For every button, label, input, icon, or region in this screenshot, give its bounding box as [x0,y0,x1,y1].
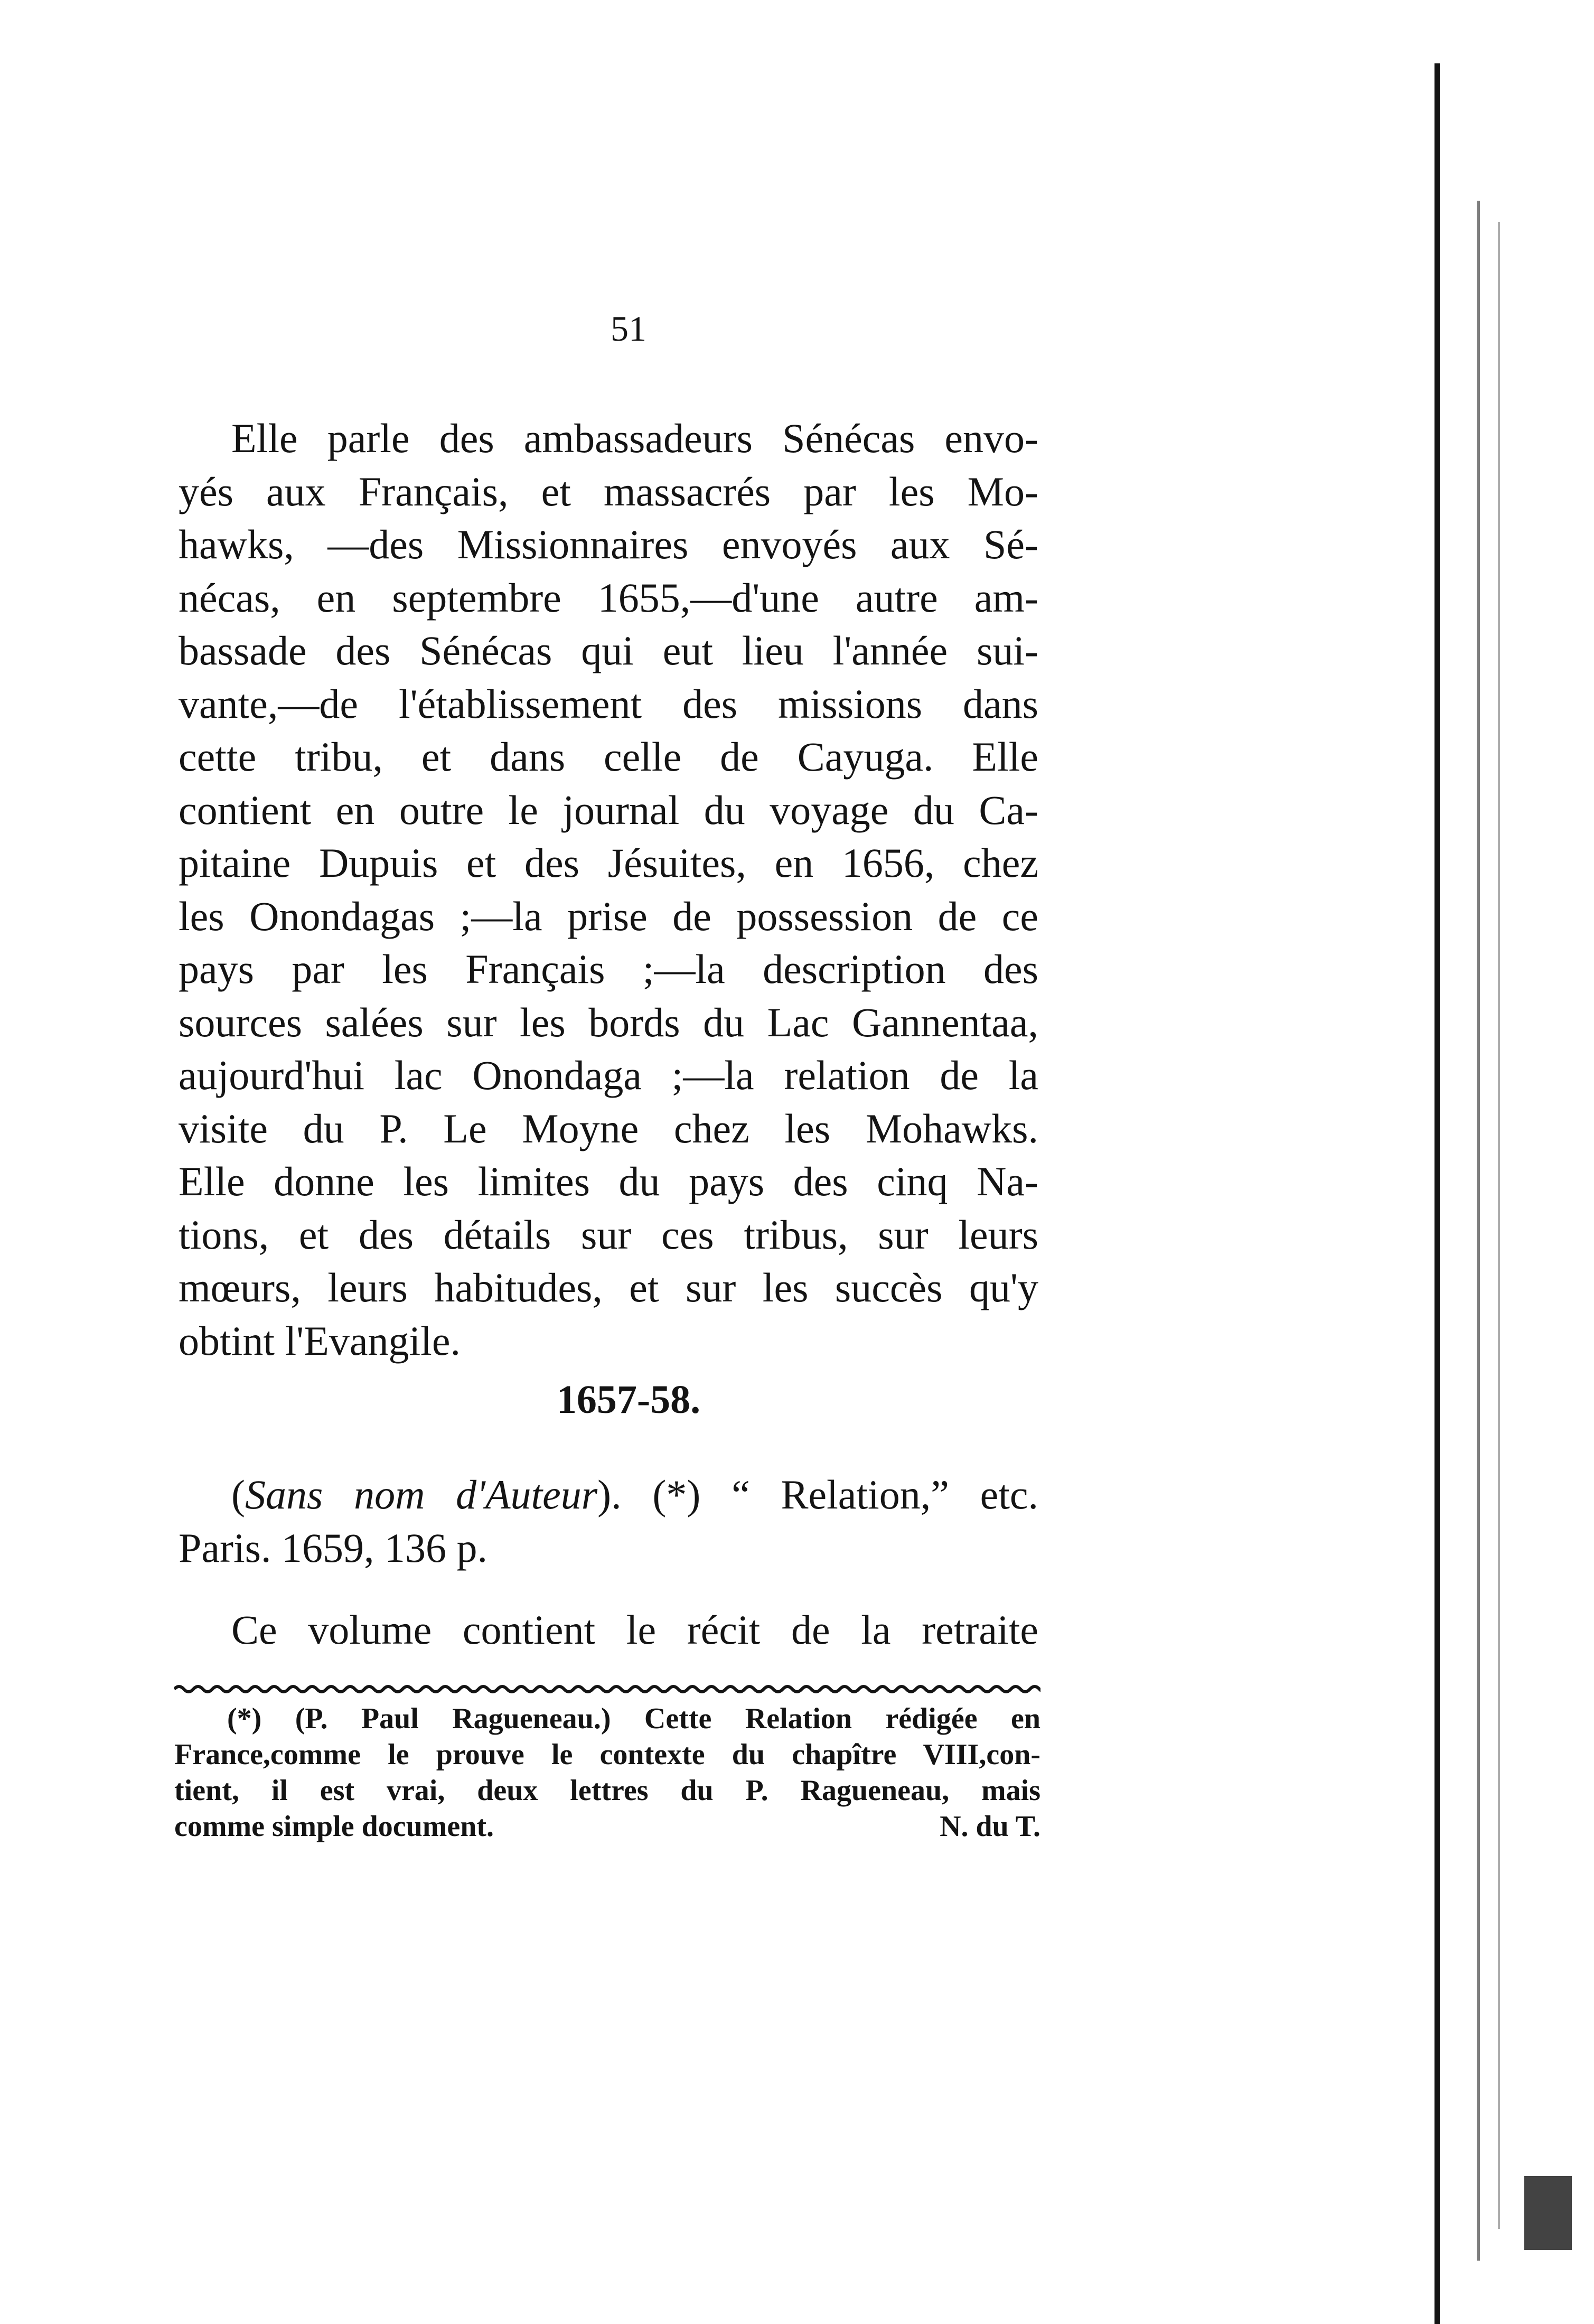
paragraph-1-line: pitaine Dupuis et des Jésuites, en 1656, chez [179,840,1038,886]
footnote-line-2: France,comme le prouve le contexte du chapître VIII,con- [174,1738,1040,1771]
paragraph-1-line: tions, et des détails sur ces tribus, sur leurs [179,1211,1038,1258]
citation-author: Sans nom d'Auteur [245,1472,598,1517]
footnote-line-1: (*) (P. Paul Ragueneau.) Cette Relation rédigée en [227,1702,1040,1735]
paragraph-1-line: les Onondagas ;—la prise de possession de ce [179,893,1038,939]
paragraph-1-line: vante,—de l'établissement des missions dans [179,680,1038,727]
paragraph-1-line: Elle donne les limites du pays des cinq Na- [179,1158,1038,1204]
citation [179,1468,1038,1575]
footnote-last-left: comme simple document. [174,1810,494,1843]
paragraph-1-line: Elle parle des ambassadeurs Sénécas envo- [231,415,1038,461]
footnote-line-4 [174,1808,1040,1844]
binding-edge [1419,63,1577,2324]
citation-author-open: ( [231,1472,245,1517]
citation-title: “ Relation,” etc. [732,1472,1039,1517]
paragraph-1-line: sources salées sur les bords du Lac Gannentaa, [179,999,1038,1045]
paragraph-1-line: cette tribu, et dans celle de Cayuga. Elle [179,734,1038,780]
citation-note-marker: (*) [652,1472,701,1517]
footnote [174,1701,1040,1844]
wavy-rule [174,1678,1040,1699]
footnote-signature: N. du T. [940,1810,1040,1843]
citation-author-close: ). [597,1472,622,1517]
page-number: 51 [611,308,646,349]
paragraph-1-line: visite du P. Le Moyne chez les Mohawks. [179,1105,1038,1151]
paragraph-1-line: pays par les Français ;—la description des [179,946,1038,992]
paragraph-1-line: contient en outre le journal du voyage du Ca- [179,786,1038,833]
paragraph-1-line: yés aux Français, et massacrés par les Mo- [179,468,1038,514]
paragraph-1-line: bassade des Sénécas qui eut lieu l'année sui- [179,627,1038,673]
paragraph-1-line: nécas, en septembre 1655,—d'une autre am- [179,574,1038,621]
citation-line-2: Paris. 1659, 136 p. [179,1524,487,1571]
citation-line-1 [179,1468,1038,1522]
footnote-line-3: tient, il est vrai, deux lettres du P. Ragueneau, mais [174,1774,1040,1807]
paragraph-1-line: aujourd'hui lac Onondaga ;—la relation de la [179,1052,1038,1098]
paragraph-1-line: obtint l'Evangile. [179,1317,461,1364]
paragraph-2 [179,1604,1038,1657]
paragraph-2-line: Ce volume contient le récit de la retraite [231,1607,1038,1653]
paragraph-1-line: mœurs, leurs habitudes, et sur les succès qu'y [179,1264,1038,1310]
year-heading: 1657-58. [556,1377,701,1422]
paragraph-1-line: hawks, —des Missionnaires envoyés aux Sé- [179,521,1038,567]
paragraph-1 [179,412,1038,1367]
paragraph-1-text [179,412,1038,1367]
